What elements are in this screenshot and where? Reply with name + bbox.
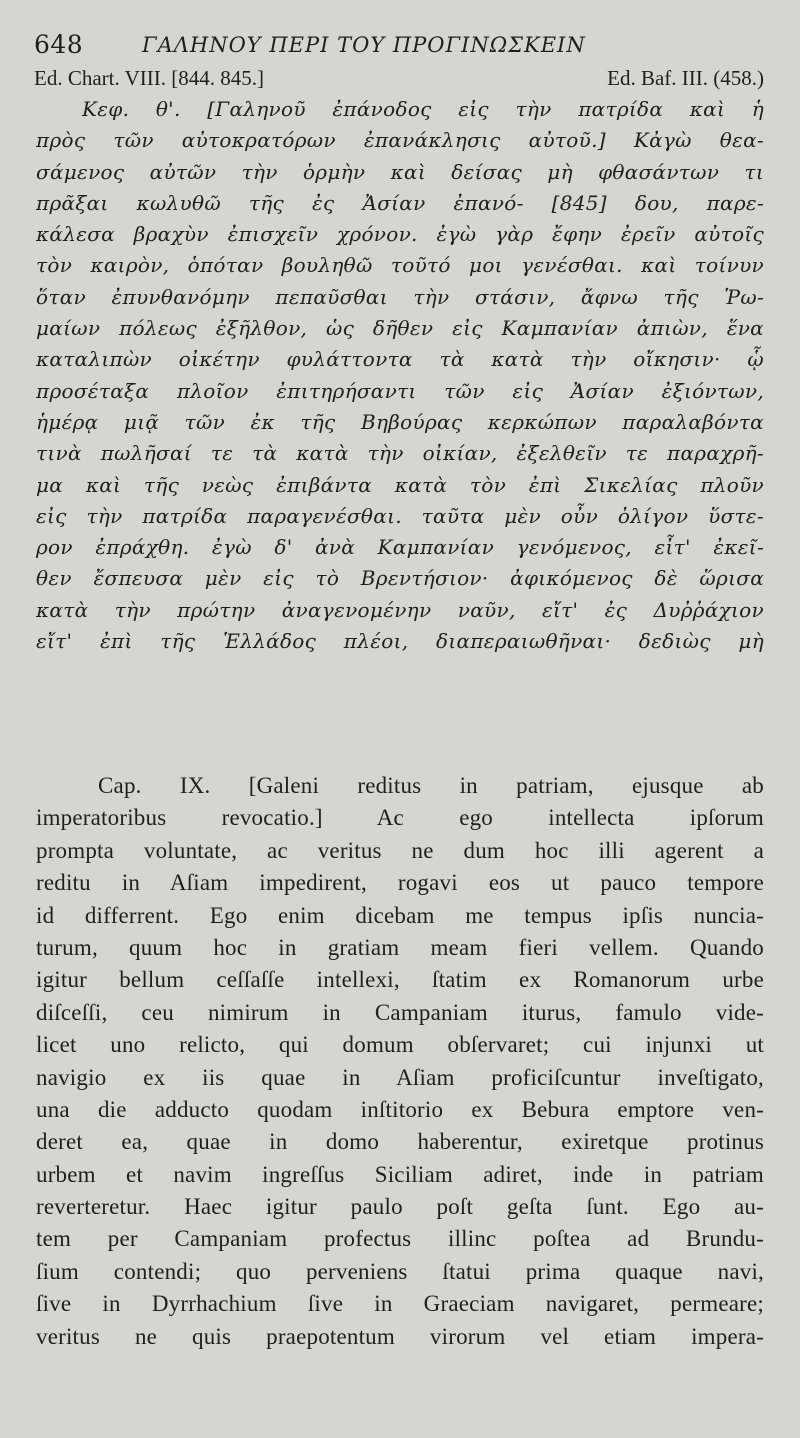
- greek-text-line: ὅταν ἐπυνθανόμην πεπαῦσθαι τὴν στάσιν, ἄφνω τῆς Ῥω-: [36, 284, 764, 309]
- latin-text-line: id differrent. Ego enim dicebam me tempus ipſis nuncia-: [36, 902, 764, 928]
- greek-text-line: τὸν καιρὸν, ὁπόταν βουληθῶ τοῦτό μοι γενέσθαι. καὶ τοίνυν: [36, 253, 764, 278]
- edition-reference: [34, 66, 764, 94]
- latin-text-line: reverteretur. Haec igitur paulo poſt geſta ſunt. Ego au-: [36, 1194, 764, 1220]
- greek-text-line: κάλεσα βραχὺν ἐπισχεῖν χρόνον. ἐγὼ γὰρ ἔφην ἐρεῖν αὐτοῖς: [36, 222, 764, 247]
- greek-text-line: πρὸς τῶν αὐτοκρατόρων ἐπανάκλησις αὐτοῦ.] Κἀγὼ θεα-: [36, 128, 764, 153]
- greek-text-line: πρᾶξαι κωλυθῶ τῆς ἐς Ἀσίαν ἐπανό- [845] δου, παρε-: [36, 190, 764, 215]
- page-header: [34, 30, 762, 66]
- latin-text-block: [36, 770, 764, 1353]
- latin-text-line: urbem et navim ingreſſus Siciliam adiret, inde in patriam: [36, 1161, 764, 1187]
- greek-text-line: μαίων πόλεως ἐξῆλθον, ὡς δῆθεν εἰς Καμπανίαν ἀπιὼν, ἕνα: [36, 316, 764, 341]
- edition-chartier-reference: Ed. Chart. VIII. [844. 845.]: [34, 66, 264, 90]
- greek-text-line: προσέταξα πλοῖον ἐπιτηρήσαντι τῶν εἰς Ἀσίαν ἐξιόντων,: [36, 378, 764, 403]
- page-number: 648: [34, 30, 84, 59]
- latin-text-line: veritus ne quis praepotentum virorum vel etiam impera-: [36, 1323, 764, 1349]
- latin-text-line: una die adducto quodam inſtitorio ex Bebura emptore ven-: [36, 1096, 764, 1122]
- greek-text-line: Κεφ. θ'. [Γαληνοῦ ἐπάνοδος εἰς τὴν πατρίδα καὶ ἡ: [82, 97, 764, 121]
- latin-text-line: reditu in Aſiam impedirent, rogavi eos ut pauco tempore: [36, 870, 764, 896]
- latin-text-line: prompta voluntate, ac veritus ne dum hoc illi agerent a: [36, 837, 764, 863]
- greek-text-line: κατὰ τὴν πρώτην ἀναγενομένην ναῦν, εἴτ' ἐς Δυῤῥάχιον: [36, 597, 764, 622]
- latin-text-line: deret ea, quae in domo haberentur, exiretque protinus: [36, 1129, 764, 1155]
- edition-basel-reference: Ed. Baf. III. (458.): [607, 66, 764, 90]
- running-title: ΓΑΛΗΝΟΥ ΠΕΡΙ ΤΟΥ ΠΡΟΓΙΝΩΣΚΕΙΝ: [142, 33, 586, 57]
- latin-text-line: navigio ex iis quae in Aſiam proficiſcuntur inveſtigato,: [36, 1064, 764, 1090]
- greek-text-line: ἡμέρᾳ μιᾷ τῶν ἐκ τῆς Βηβούρας κερκώπων παραλαβόντα: [36, 409, 764, 434]
- greek-text-line: τινὰ πωλῆσαί τε τὰ κατὰ τὴν οἰκίαν, ἐξελθεῖν τε παραχρῆ-: [36, 441, 764, 466]
- latin-text-line: licet uno relicto, qui domum obſervaret; cui injunxi ut: [36, 1032, 764, 1058]
- latin-text-line: imperatoribus revocatio.] Ac ego intellecta ipſorum: [36, 805, 764, 831]
- latin-text-line: ſium contendi; quo perveniens ſtatui prima quaque navi,: [36, 1258, 764, 1284]
- greek-text-block: [36, 94, 764, 657]
- latin-text-line: ſive in Dyrrhachium ſive in Graeciam navigaret, permeare;: [36, 1291, 764, 1317]
- greek-text-line: σάμενος αὐτῶν τὴν ὁρμὴν καὶ δείσας μὴ φθασάντων τι: [36, 159, 764, 184]
- greek-text-line: ρον ἐπράχθη. ἐγὼ δ' ἀνὰ Καμπανίαν γενόμενος, εἶτ' ἐκεῖ-: [36, 535, 764, 560]
- latin-text-line: igitur bellum ceſſaſſe intellexi, ſtatim ex Romanorum urbe: [36, 967, 764, 993]
- greek-text-line: θεν ἔσπευσα μὲν εἰς τὸ Βρεντήσιον· ἀφικόμενος δὲ ὥρισα: [36, 566, 764, 591]
- latin-text-line: Cap. IX. [Galeni reditus in patriam, ejusque ab: [98, 773, 764, 798]
- latin-text-line: diſceſſi, ceu nimirum in Campaniam iturus, famulo vide-: [36, 999, 764, 1025]
- greek-text-line: καταλιπὼν οἰκέτην φυλάττοντα τὰ κατὰ τὴν οἴκησιν· ᾧ: [36, 347, 764, 372]
- greek-text-line: εἰς τὴν πατρίδα παραγενέσθαι. ταῦτα μὲν οὖν ὀλίγον ὕστε-: [36, 503, 764, 528]
- latin-text-line: turum, quum hoc in gratiam meam fieri vellem. Quando: [36, 934, 764, 960]
- greek-text-line: μα καὶ τῆς νεὼς ἐπιβάντα κατὰ τὸν ἐπὶ Σικελίας πλοῦν: [36, 472, 764, 497]
- greek-text-line: εἴτ' ἐπὶ τῆς Ἑλλάδος πλέοι, διαπεραιωθῆναι· δεδιὼς μὴ: [36, 629, 764, 654]
- latin-text-line: tem per Campaniam profectus illinc poſtea ad Brundu-: [36, 1226, 764, 1252]
